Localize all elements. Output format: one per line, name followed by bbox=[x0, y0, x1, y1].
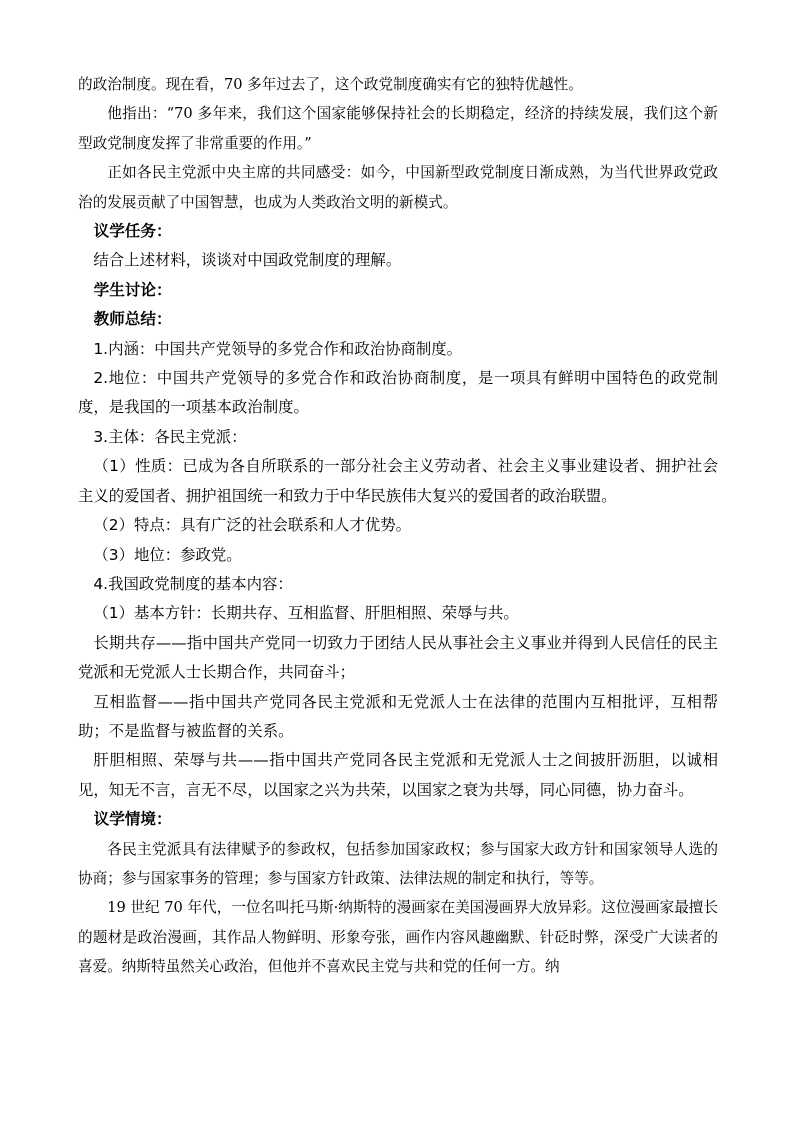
paragraph-nast: 19 世纪 70 年代，一位名叫托马斯·纳斯特的漫画家在美国漫画界大放异彩。这位漫画家最擅长的题材是政治漫画，其作品人物鲜明、形象夸张，画作内容风趣幽默、针砭时弊，深受广大读者的喜爱。纳斯特虽然关心政治，但他并不喜欢民主党与共和党的任何一方。纳 bbox=[78, 899, 718, 976]
item-mutual-supervision: 互相监督——指中国共产党同各民主党派和无党派人士在法律的范围内互相批评，互相帮助；不是监督与被监督的关系。 bbox=[78, 692, 718, 740]
paragraph-quote: 他指出：“70 多年来，我们这个国家能够保持社会的长期稳定，经济的持续发展，我们这个新型政党制度发挥了非常重要的作用。” bbox=[78, 105, 718, 152]
paragraph-task: 结合上述材料，谈谈对中国政党制度的理解。 bbox=[93, 251, 402, 270]
item-features: （2）特点：具有广泛的社会联系和人才优势。 bbox=[93, 516, 411, 535]
heading-discussion: 学生讨论： bbox=[93, 280, 172, 299]
paragraph-rights: 各民主党派具有法律赋予的参政权，包括参加国家政权；参与国家大政方针和国家领导人选的协商；参与国家事务的管理；参与国家方针政策、法律法规的制定和执行，等等。 bbox=[78, 840, 718, 887]
paragraph-summary: 正如各民主党派中央主席的共同感受：如今，中国新型政党制度日渐成熟，为当代世界政党政治的发展贡献了中国智慧，也成为人类政治文明的新模式。 bbox=[78, 164, 718, 211]
item-coexistence: 长期共存——指中国共产党同一切致力于团结人民从事社会主义事业并得到人民信任的民主党派和无党派人士长期合作，共同奋斗； bbox=[78, 633, 718, 682]
item-sincerity: 肝胆相照、荣辱与共——指中国共产党同各民主党派和无党派人士之间披肝沥胆，以诚相见，知无不言，言无不尽，以国家之兴为共荣，以国家之衰为共辱，同心同德，协力奋斗。 bbox=[78, 751, 718, 799]
heading-teacher-summary: 教师总结： bbox=[93, 310, 172, 329]
heading-scenario: 议学情境： bbox=[93, 810, 172, 829]
paragraph-continuation: 的政治制度。现在看，70 多年过去了，这个政党制度确实有它的独特优越性。 bbox=[78, 76, 583, 93]
item-basic-content: 4.我国政党制度的基本内容： bbox=[93, 574, 293, 593]
item-subject: 3.主体：各民主党派： bbox=[93, 427, 247, 446]
item-position: （3）地位：参政党。 bbox=[93, 545, 242, 564]
item-basic-policy: （1）基本方针：长期共存、互相监督、肝胆相照、荣辱与共。 bbox=[93, 604, 519, 623]
item-nature: （1）性质：已成为各自所联系的一部分社会主义劳动者、社会主义事业建设者、拥护社会主义的爱国者、拥护祖国统一和致力于中华民族伟大复兴的爱国者的政治联盟。 bbox=[78, 457, 718, 505]
document-page bbox=[78, 70, 718, 982]
item-status: 2.地位：中国共产党领导的多党合作和政治协商制度，是一项具有鲜明中国特色的政党制度，是我国的一项基本政治制度。 bbox=[78, 369, 718, 417]
heading-task: 议学任务： bbox=[93, 222, 172, 241]
item-connotation: 1.内涵：中国共产党领导的多党合作和政治协商制度。 bbox=[93, 339, 463, 358]
